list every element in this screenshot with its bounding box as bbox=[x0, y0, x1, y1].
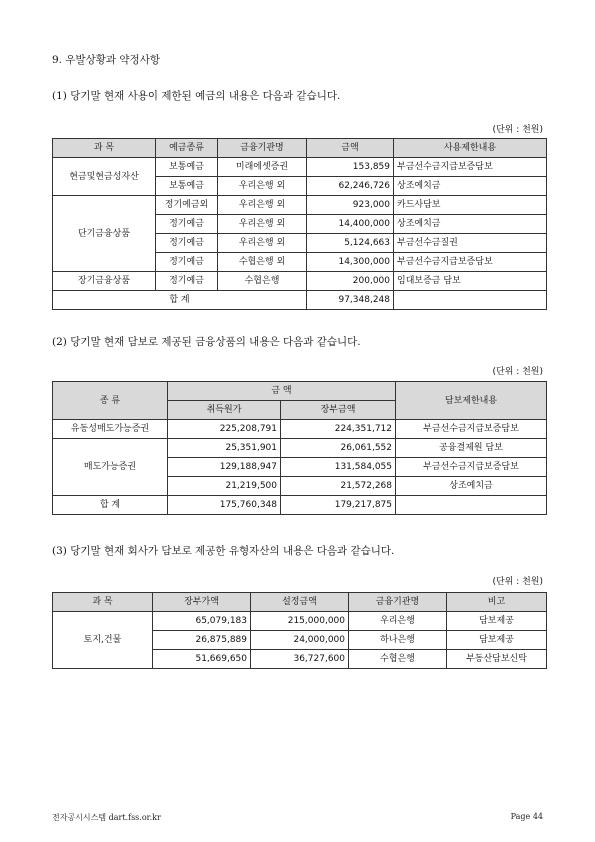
table-row bbox=[53, 593, 547, 612]
table-cell: 임대보증금 담보 bbox=[394, 272, 547, 291]
subject-cell: 단기금융상품 bbox=[53, 196, 156, 272]
section-title: 9. 우발상황과 약정사항 bbox=[52, 54, 160, 66]
table-cell: 상조예치금 bbox=[394, 215, 547, 234]
note2-unit: (단위 : 천원) bbox=[492, 367, 543, 377]
table-cell: 부금선수금지급보증담보 bbox=[396, 458, 547, 477]
table-cell: 보통예금 bbox=[156, 177, 218, 196]
table-cell: 수협은행 외 bbox=[218, 253, 307, 272]
empty-cell bbox=[394, 291, 547, 310]
total-label: 합 계 bbox=[53, 496, 168, 515]
table-cell: 215,000,000 bbox=[251, 612, 349, 631]
table-cell: 우리은행 bbox=[349, 612, 447, 631]
column-header: 금융기관명 bbox=[218, 139, 307, 158]
table-cell: 14,400,000 bbox=[307, 215, 394, 234]
table-cell: 정기예금 bbox=[156, 215, 218, 234]
column-header: 금액 bbox=[307, 139, 394, 158]
table-cell: 우리은행 외 bbox=[218, 177, 307, 196]
table-cell: 131,584,055 bbox=[281, 458, 396, 477]
table-cell: 153,859 bbox=[307, 158, 394, 177]
column-header: 장부가액 bbox=[153, 593, 251, 612]
total-value: 179,217,875 bbox=[281, 496, 396, 515]
table-cell: 36,727,600 bbox=[251, 650, 349, 669]
table-cell: 정기예금 bbox=[156, 272, 218, 291]
table-cell: 우리은행 외 bbox=[218, 196, 307, 215]
subject-cell: 장기금융상품 bbox=[53, 272, 156, 291]
table-cell: 129,188,947 bbox=[168, 458, 281, 477]
table-row bbox=[53, 158, 547, 177]
table-row bbox=[53, 291, 547, 310]
table-row bbox=[53, 496, 547, 515]
table-cell: 225,208,791 bbox=[168, 420, 281, 439]
table-cell: 카드사담보 bbox=[394, 196, 547, 215]
table-cell: 21,572,268 bbox=[281, 477, 396, 496]
column-header: 종 류 bbox=[53, 382, 168, 420]
table-cell: 정기예금외 bbox=[156, 196, 218, 215]
table-cell: 200,000 bbox=[307, 272, 394, 291]
table-cell: 부금선수금지급보증담보 bbox=[394, 158, 547, 177]
note3-heading: (3) 당기말 현재 회사가 담보로 제공한 유형자산의 내용은 다음과 같습니다. bbox=[52, 545, 395, 557]
kind-cell: 매도가능증권 bbox=[53, 439, 168, 496]
table-cell: 담보제공 bbox=[447, 631, 547, 650]
table-cell: 24,000,000 bbox=[251, 631, 349, 650]
column-header: 장부금액 bbox=[281, 401, 396, 420]
table-cell: 65,079,183 bbox=[153, 612, 251, 631]
subject-cell: 토지,건물 bbox=[53, 612, 153, 669]
table-cell: 담보제공 bbox=[447, 612, 547, 631]
table-cell: 상조예치금 bbox=[396, 477, 547, 496]
table-cell: 224,351,712 bbox=[281, 420, 396, 439]
column-header: 금 액 bbox=[168, 382, 396, 401]
table-cell: 정기예금 bbox=[156, 253, 218, 272]
table-row bbox=[53, 420, 547, 439]
table-cell: 5,124,663 bbox=[307, 234, 394, 253]
column-header: 취득원가 bbox=[168, 401, 281, 420]
table-cell: 26,875,889 bbox=[153, 631, 251, 650]
table-cell: 51,669,650 bbox=[153, 650, 251, 669]
table-cell: 부금선수금지급보증담보 bbox=[396, 420, 547, 439]
footer-source: 전자공시시스템 dart.fss.or.kr bbox=[52, 813, 161, 822]
column-header: 사용제한내용 bbox=[394, 139, 547, 158]
note1-heading: (1) 당기말 현재 사용이 제한된 예금의 내용은 다음과 같습니다. bbox=[52, 90, 341, 102]
subject-cell: 현금및현금성자산 bbox=[53, 158, 156, 196]
table-cell: 14,300,000 bbox=[307, 253, 394, 272]
note3-unit: (단위 : 천원) bbox=[492, 577, 543, 587]
table-cell: 우리은행 외 bbox=[218, 215, 307, 234]
column-header: 비고 bbox=[447, 593, 547, 612]
table-cell: 부금선수금질권 bbox=[394, 234, 547, 253]
total-label: 합 계 bbox=[53, 291, 307, 310]
table-cell: 하나은행 bbox=[349, 631, 447, 650]
table-cell: 상조예치금 bbox=[394, 177, 547, 196]
column-header: 담보제한내용 bbox=[396, 382, 547, 420]
table-cell: 공융결제원 담보 bbox=[396, 439, 547, 458]
empty-cell bbox=[396, 496, 547, 515]
table-cell: 62,246,726 bbox=[307, 177, 394, 196]
footer-page-number: Page 44 bbox=[510, 812, 543, 821]
restricted-deposits-table bbox=[52, 138, 547, 310]
table-row bbox=[53, 196, 547, 215]
table-cell: 수협은행 bbox=[349, 650, 447, 669]
table-cell: 우리은행 외 bbox=[218, 234, 307, 253]
column-header: 금융기관명 bbox=[349, 593, 447, 612]
column-header: 예금종류 bbox=[156, 139, 218, 158]
column-header: 설정금액 bbox=[251, 593, 349, 612]
table-row bbox=[53, 439, 547, 458]
table-row bbox=[53, 382, 547, 401]
table-cell: 부금선수금지급보증담보 bbox=[394, 253, 547, 272]
table-row bbox=[53, 272, 547, 291]
table-cell: 수협은행 bbox=[218, 272, 307, 291]
table-cell: 보통예금 bbox=[156, 158, 218, 177]
total-value: 97,348,248 bbox=[307, 291, 394, 310]
table-row bbox=[53, 139, 547, 158]
total-value: 175,760,348 bbox=[168, 496, 281, 515]
table-cell: 923,000 bbox=[307, 196, 394, 215]
note2-heading: (2) 당기말 현재 담보로 제공된 금융상품의 내용은 다음과 같습니다. bbox=[52, 336, 361, 348]
pledged-securities-table bbox=[52, 381, 547, 515]
table-cell: 미래에셋증권 bbox=[218, 158, 307, 177]
kind-cell: 유동성매도가능증권 bbox=[53, 420, 168, 439]
table-cell: 정기예금 bbox=[156, 234, 218, 253]
pledged-assets-table bbox=[52, 592, 547, 669]
table-row bbox=[53, 612, 547, 631]
table-cell: 25,351,901 bbox=[168, 439, 281, 458]
column-header: 과 목 bbox=[53, 139, 156, 158]
note1-unit: (단위 : 천원) bbox=[492, 125, 543, 135]
table-cell: 26,061,552 bbox=[281, 439, 396, 458]
column-header: 과 목 bbox=[53, 593, 153, 612]
table-cell: 부동산담보신탁 bbox=[447, 650, 547, 669]
table-cell: 21,219,500 bbox=[168, 477, 281, 496]
